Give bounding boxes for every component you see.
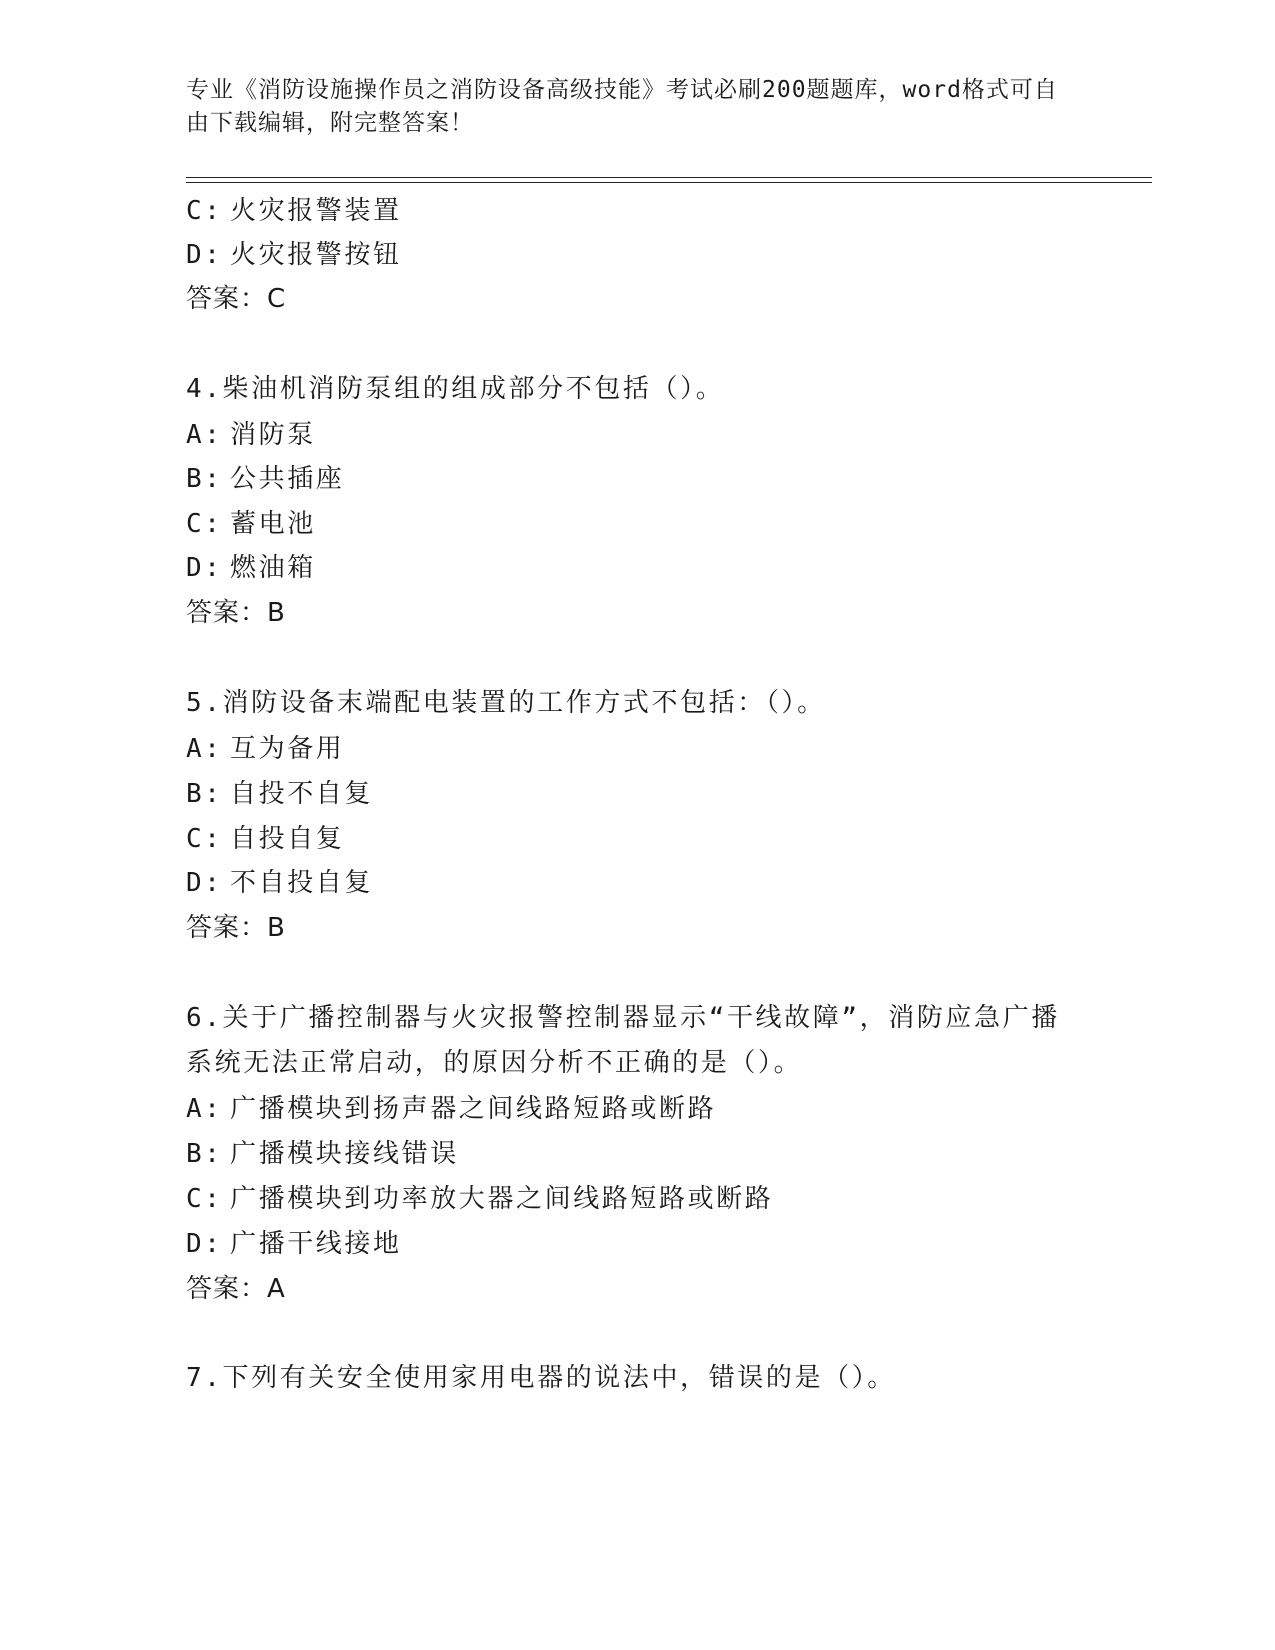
- answer-line: 答案：B: [186, 598, 286, 628]
- option-text: 广播模块到扬声器之间线路短路或断路: [230, 1094, 717, 1124]
- option-label: D:: [186, 868, 223, 898]
- option-b: [186, 462, 344, 496]
- option-d: [186, 1227, 402, 1261]
- option-c: [186, 1182, 773, 1216]
- option-text: 火灾报警按钮: [230, 240, 402, 270]
- option-label: A:: [186, 420, 223, 450]
- option-text: 火灾报警装置: [230, 196, 402, 226]
- answer-line: 答案：B: [186, 913, 286, 943]
- option-label: A:: [186, 1094, 223, 1124]
- option-label: A:: [186, 734, 223, 764]
- option-label: C:: [186, 196, 223, 226]
- option-text: 广播干线接地: [230, 1229, 402, 1259]
- option-text: 公共插座: [230, 464, 345, 494]
- option-d: [186, 551, 316, 585]
- option-d: [186, 866, 373, 900]
- option-b: [186, 777, 373, 811]
- header-rule-bottom: [186, 182, 1152, 183]
- header-rule-top: [186, 177, 1152, 178]
- question-stem: 4.柴油机消防泵组的组成部分不包括（）。: [186, 374, 725, 404]
- option-text: 互为备用: [230, 734, 345, 764]
- option-c: [186, 507, 316, 541]
- option-text: 广播模块到功率放大器之间线路短路或断路: [230, 1184, 774, 1214]
- option-label: B:: [186, 779, 223, 809]
- option-label: C:: [186, 1184, 223, 1214]
- option-text: 消防泵: [230, 420, 316, 450]
- option-text: 自投不自复: [230, 779, 374, 809]
- option-label: B:: [186, 464, 223, 494]
- option-label: B:: [186, 1139, 223, 1169]
- question-stem: 6.关于广播控制器与火灾报警控制器显示“干线故障”，消防应急广播系统无法正常启动，的原因分析不正确的是（）。: [186, 1003, 1060, 1078]
- option-c: [186, 822, 344, 856]
- option-d: [186, 238, 402, 272]
- option-a: [186, 1092, 716, 1126]
- option-label: D:: [186, 553, 223, 583]
- question-stem: 7.下列有关安全使用家用电器的说法中，错误的是（）。: [186, 1363, 896, 1393]
- option-text: 自投自复: [230, 824, 345, 854]
- option-a: [186, 418, 316, 452]
- answer-line: 答案：A: [186, 1274, 286, 1304]
- option-text: 广播模块接线错误: [230, 1139, 459, 1169]
- option-label: C:: [186, 509, 223, 539]
- option-c: [186, 194, 402, 228]
- question-stem: 5.消防设备末端配电装置的工作方式不包括：（）。: [186, 688, 826, 718]
- document-header: 专业《消防设施操作员之消防设备高级技能》考试必刷200题题库，word格式可自由下载编辑，附完整答案！: [186, 77, 1058, 136]
- option-label: D:: [186, 240, 223, 270]
- option-b: [186, 1137, 459, 1171]
- option-a: [186, 732, 344, 766]
- answer-line: 答案：C: [186, 284, 287, 314]
- option-text: 燃油箱: [230, 553, 316, 583]
- option-text: 蓄电池: [230, 509, 316, 539]
- option-label: C:: [186, 824, 223, 854]
- option-text: 不自投自复: [230, 868, 374, 898]
- option-label: D:: [186, 1229, 223, 1259]
